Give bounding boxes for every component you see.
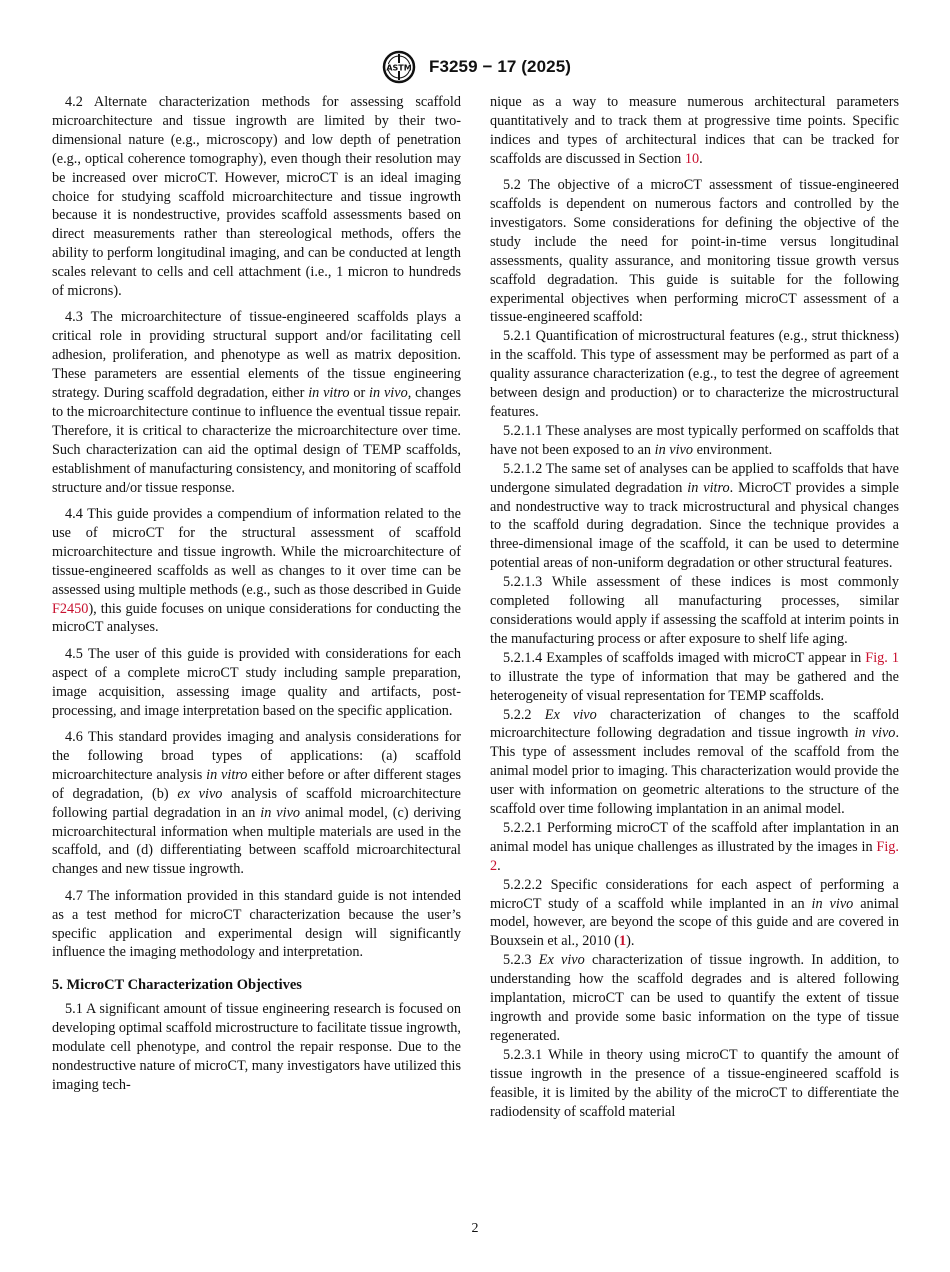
link-section-10[interactable]: 10 [684,150,700,167]
link-reference-1[interactable]: 1 [619,933,627,950]
paragraph-5-2: 5.2 The objective of a microCT assessment of tissue-engineered scaffolds is dependent on numerous factors and controlled by the investigators. Some considerations for defining the objective of the study include the need for point-in-time versus longitudinal assessments, quality assurance, and monitoring tissue growth versus scaffold degradation. This guide is suitable for the following experimental objectives when performing microCT assessment of a tissue-engineered scaffold: [490,177,899,326]
paragraph-5-2-1-1: 5.2.1.1 These analyses are most typically performed on scaffolds that have not been exposed to an in vivo environment. [490,422,899,458]
page-header [0,50,950,86]
paragraph-4-3: 4.3 The microarchitecture of tissue-engineered scaffolds plays a critical role in providing structural support and/or facilitating cell adhesion, proliferation, and phenotype as well as matrix deposition. These parameters are essential elements of the tissue engineering strategy. During scaffold degradation, either in vitro or in vivo, changes to the microarchitecture continue to influence the eventual tissue repair. Therefore, it is critical to characterize the microarchitecture over time. Such characterization can aid the optimal design of TEMP scaffolds, establishment of manufacturing consistency, and monitoring of scaffold structure and/or tissue response. [52,309,461,496]
right-column [490,93,899,1121]
paragraph-4-6: 4.6 This standard provides imaging and analysis considerations for the following broad types of applications: (a) scaffold microarchitecture analysis in vitro either before or after different stages of degradation, (b) ex vivo analysis of scaffold microarchitecture following partial degradation in an in vivo animal model, (c) deriving microarchitectural information when multiple materials are used in the scaffold, and (d) differentiating between scaffold microarchitectural changes and new tissue ingrowth. [52,729,461,878]
paragraph-5-2-1-2: 5.2.1.2 The same set of analyses can be applied to scaffolds that have undergone simulated degradation in vitro. MicroCT provides a simple and nondestructive way to track microstructural and physical changes to the scaffold during degradation. Since the technique provides a three-dimensional image of the scaffold, it can be used to determine potential areas of non-uniform degradation or other structural features. [490,460,899,572]
paragraph-5-2-3-1: 5.2.3.1 While in theory using microCT to quantify the amount of tissue ingrowth in the presence of a tissue-engineered scaffold is feasible, it is limited by the ability of the microCT to differentiate the radiodensity of scaffold material [490,1046,899,1120]
left-column [52,93,461,1095]
standard-designation: F3259 − 17 (2025) [428,57,572,76]
astm-logo-icon [379,50,419,84]
paragraph-4-2: 4.2 Alternate characterization methods for assessing scaffold microarchitecture and tissue ingrowth are limited by their two-dimensional nature (e.g., microscopy) and low depth of penetration (e.g., optical coherence tomography), even though their resolution may be increased over microCT. However, microCT is an ideal imaging choice for studying scaffold microarchitecture and tissue ingrowth because it is nondestructive, provides scaffold assessments based on direct measurements rather than stereological methods, offers the ability to perform longitudinal imaging, and can be conducted at length scales relevant to cells and cell attachment (i.e., 1 micron to hundreds of microns). [52,94,461,300]
paragraph-4-4: 4.4 This guide provides a compendium of information related to the use of microCT for the structural assessment of scaffold microarchitecture and tissue ingrowth. While the microarchitecture of tissue-engineered scaffolds as well as changes to it over time can be assessed using multiple methods (e.g., such as those described in Guide F2450), this guide focuses on unique considerations for conducting the microCT analyses. [52,506,461,636]
paragraph-5-2-2-1: 5.2.2.1 Performing microCT of the scaffold after implantation in an animal model has unique challenges as illustrated by the images in Fig. 2. [490,819,899,874]
svg-text:ASTM: ASTM [386,63,412,73]
paragraph-5-1-continued: nique as a way to measure numerous architectural parameters quantitatively and to track them at progressive time points. Specific indices and types of architectural indices that can be tracked for scaffolds are discussed in Section 10. [490,94,899,167]
section-5-heading: 5. MicroCT Characterization Objectives [52,977,302,994]
paragraph-5-2-2: 5.2.2 Ex vivo characterization of changes to the scaffold microarchitecture following degradation and tissue ingrowth in vivo. This type of assessment includes removal of the scaffold from the animal model prior to imaging. This characterization would provide the user with information on geometric alterations to the structure of the scaffold over time following implantation in an animal model. [490,706,900,818]
paragraph-5-2-1-3: 5.2.1.3 While assessment of these indices is most commonly completed following all manufacturing processes, similar considerations would apply if assessing the scaffold at interim points in the manufacturing process or after exposure to shelf life aging. [490,574,899,647]
paragraph-5-2-3: 5.2.3 Ex vivo characterization of tissue ingrowth. In addition, to understanding how the scaffold degrades and is altered following implantation, microCT can be used to quantify the extent of tissue ingrowth and provide some basic information on the type of tissue regenerated. [490,952,900,1044]
paragraph-5-1: 5.1 A significant amount of tissue engineering research is focused on developing optimal scaffold microstructure to facilitate tissue ingrowth, modulate cell phenotype, and control the repair response. Due to the nondestructive nature of microCT, many investigators have utilized this imaging tech- [52,1001,461,1093]
paragraph-4-7: 4.7 The information provided in this standard guide is not intended as a test method for microCT characterization because the user’s specific application and experimental design will significantly influence the imaging methodology and interpretation. [52,887,461,961]
paragraph-5-2-1: 5.2.1 Quantification of microstructural features (e.g., strut thickness) in the scaffold. This type of assessment may be performed as part of a quality assurance characterization (e.g., to test the degree of agreement between design and production) or to characterize the microstructural features. [490,328,899,420]
paragraph-5-2-2-2: 5.2.2.2 Specific considerations for each aspect of performing a microCT study of a scaffold while implanted in an in vivo animal model, however, are beyond the scope of this guide and are covered in Bouxsein et al., 2010 (1). [490,876,899,950]
paragraph-4-5: 4.5 The user of this guide is provided with considerations for each aspect of a complete microCT study including sample preparation, image acquisition, assessing image quality and artifacts, post-processing, and image interpretation based on the specific application. [52,645,461,719]
link-fig-2[interactable]: Fig. 2 [490,838,899,874]
link-fig-1[interactable]: Fig. 1 [865,649,899,666]
page-number: 2 [471,1221,479,1236]
link-f2450[interactable]: F2450 [52,600,89,617]
paragraph-5-2-1-4: 5.2.1.4 Examples of scaffolds imaged with microCT appear in Fig. 1 to illustrate the type of information that may be gathered and the heterogeneity of visual representation for TEMP scaffolds. [490,649,899,704]
